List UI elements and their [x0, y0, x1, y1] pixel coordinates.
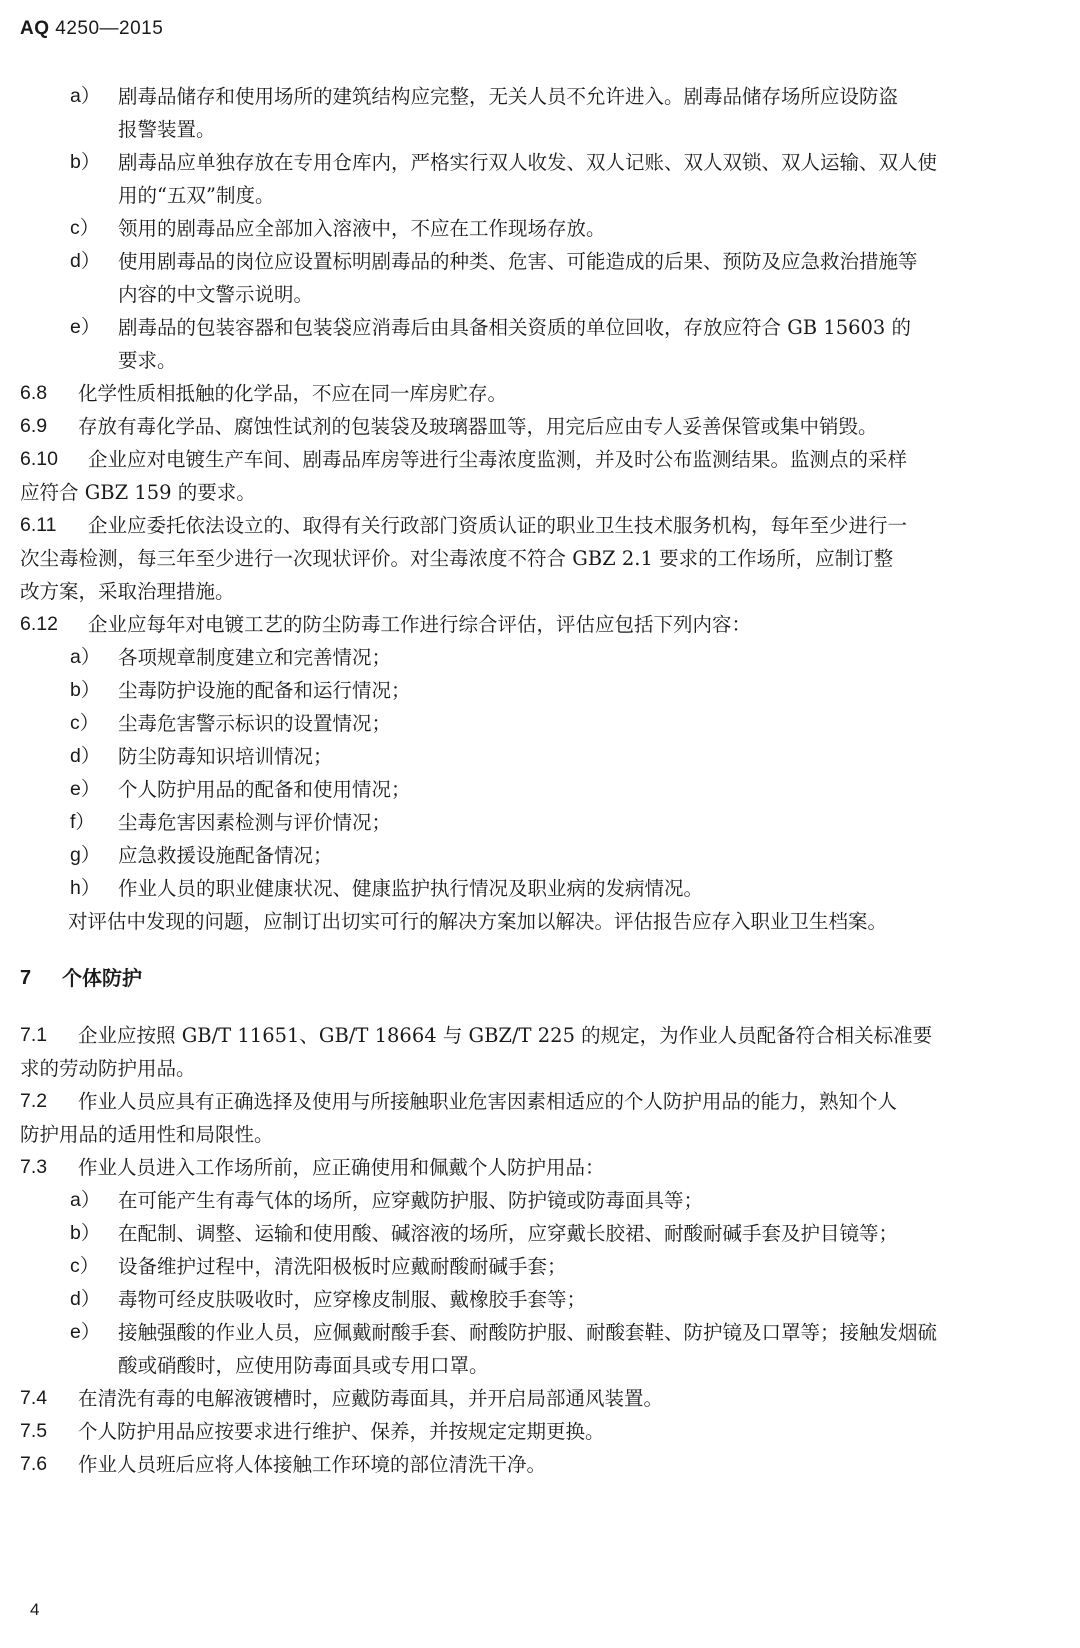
list-item: a） 各项规章制度建立和完善情况； — [70, 646, 392, 669]
list-item: e） 剧毒品的包装容器和包装袋应消毒后由具备相关资质的单位回收，存放应符合 GB 15603 的 — [70, 316, 912, 339]
list-item: d） 使用剧毒品的岗位应设置标明剧毒品的种类、危害、可能造成的后果、预防及应急救治措施等 — [70, 250, 918, 273]
clause-7-5: 7.5 个人防护用品应按要求进行维护、保养，并按规定定期更换。 — [20, 1420, 605, 1443]
list-item: h） 作业人员的职业健康状况、健康监护执行情况及职业病的发病情况。 — [70, 877, 704, 900]
list-item-continuation: 酸或硝酸时，应使用防毒面具或专用口罩。 — [118, 1354, 489, 1377]
list-item: f） 尘毒危害因素检测与评价情况； — [70, 811, 392, 834]
clause-continuation: 求的劳动防护用品。 — [20, 1057, 196, 1080]
list-item-continuation: 用的“五双”制度。 — [118, 184, 275, 207]
clause-continuation: 防护用品的适用性和局限性。 — [20, 1123, 274, 1146]
clause-6-11: 6.11 企业应委托依法设立的、取得有关行政部门资质认证的职业卫生技术服务机构，每年至少进行一 — [20, 514, 908, 537]
page-content — [20, 80, 1065, 1481]
standard-code: AQ — [20, 18, 50, 39]
clause-continuation: 次尘毒检测，每三年至少进行一次现状评价。对尘毒浓度不符合 GBZ 2.1 要求的工作场所，应制订整 — [20, 547, 894, 570]
clause-7-4: 7.4 在清洗有毒的电解液镀槽时，应戴防毒面具，并开启局部通风装置。 — [20, 1387, 664, 1410]
document-header — [20, 18, 163, 40]
standard-number: 4250—2015 — [55, 18, 164, 39]
list-item: e） 接触强酸的作业人员，应佩戴耐酸手套、耐酸防护服、耐酸套鞋、防护镜及口罩等；接触发烟硫 — [70, 1321, 938, 1344]
clause-continuation: 应符合 GBZ 159 的要求。 — [20, 481, 256, 504]
list-item: b） 尘毒防护设施的配备和运行情况； — [70, 679, 411, 702]
clause-7-3: 7.3 作业人员进入工作场所前，应正确使用和佩戴个人防护用品： — [20, 1156, 605, 1179]
section-7-heading: 7 个体防护 — [20, 966, 142, 990]
clause-6-10: 6.10 企业应对电镀生产车间、剧毒品库房等进行尘毒浓度监测，并及时公布监测结果。监测点的采样 — [20, 448, 908, 471]
list-item: c） 领用的剧毒品应全部加入溶液中，不应在工作现场存放。 — [70, 217, 606, 240]
list-item: a） 剧毒品储存和使用场所的建筑结构应完整，无关人员不允许进入。剧毒品储存场所应设防盗 — [70, 85, 899, 108]
clause-6-12: 6.12 企业应每年对电镀工艺的防尘防毒工作进行综合评估，评估应包括下列内容： — [20, 613, 752, 636]
clause-continuation: 改方案，采取治理措施。 — [20, 580, 235, 603]
list-item: c） 设备维护过程中，清洗阳极板时应戴耐酸耐碱手套； — [70, 1255, 567, 1278]
page-number: 4 — [30, 1600, 40, 1619]
list-item: c） 尘毒危害警示标识的设置情况； — [70, 712, 392, 735]
list-item: d） 防尘防毒知识培训情况； — [70, 745, 333, 768]
list-item: b） 剧毒品应单独存放在专用仓库内，严格实行双人收发、双人记账、双人双锁、双人运输、双人使 — [70, 151, 938, 174]
list-item: b） 在配制、调整、运输和使用酸、碱溶液的场所，应穿戴长胶裙、耐酸耐碱手套及护目镜等； — [70, 1222, 899, 1245]
list-item: a） 在可能产生有毒气体的场所，应穿戴防护服、防护镜或防毒面具等； — [70, 1189, 704, 1212]
clause-7-6: 7.6 作业人员班后应将人体接触工作环境的部位清洗干净。 — [20, 1453, 547, 1476]
clause-6-8: 6.8 化学性质相抵触的化学品，不应在同一库房贮存。 — [20, 382, 508, 405]
list-item-continuation: 要求。 — [118, 349, 177, 372]
list-item-continuation: 内容的中文警示说明。 — [118, 283, 314, 306]
clause-6-9: 6.9 存放有毒化学品、腐蚀性试剂的包装袋及玻璃器皿等，用完后应由专人妥善保管或集中销毁。 — [20, 415, 878, 438]
list-item: e） 个人防护用品的配备和使用情况； — [70, 778, 411, 801]
closing-paragraph: 对评估中发现的问题，应制订出切实可行的解决方案加以解决。评估报告应存入职业卫生档案。 — [68, 910, 888, 933]
clause-7-2: 7.2 作业人员应具有正确选择及使用与所接触职业危害因素相适应的个人防护用品的能力，熟知个人 — [20, 1090, 898, 1113]
list-item: d） 毒物可经皮肤吸收时，应穿橡皮制服、戴橡胶手套等； — [70, 1288, 587, 1311]
list-item: g） 应急救援设施配备情况； — [70, 844, 333, 867]
list-item-continuation: 报警装置。 — [118, 118, 216, 141]
clause-7-1: 7.1 企业应按照 GB/T 11651、GB/T 18664 与 GBZ/T 225 的规定，为作业人员配备符合相关标准要 — [20, 1024, 933, 1047]
